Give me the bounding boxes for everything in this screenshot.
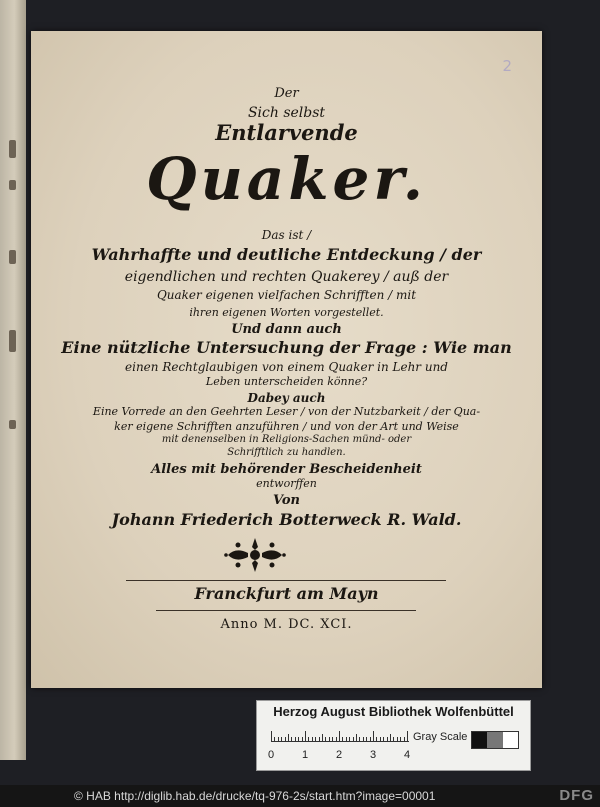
body-line-10: Eine Vorrede an den Geehrten Leser / von der Nutzbarkeit / der Qua- <box>92 405 481 418</box>
adjacent-page-edge <box>0 0 26 760</box>
gray-scale-label: Gray Scale <box>413 731 468 743</box>
scale-tick <box>404 737 405 741</box>
body-line-12: mit denenselben in Religions-Sachen münd- oder <box>161 434 412 445</box>
title-line-der: Der <box>274 86 299 101</box>
scale-tick <box>356 734 357 741</box>
scale-tick <box>397 737 398 741</box>
gray-swatch <box>472 732 487 748</box>
main-title: Quaker. <box>146 145 427 213</box>
scale-tick <box>370 737 371 741</box>
scale-tick <box>291 737 292 741</box>
scale-tick <box>295 737 296 741</box>
body-line-4: ihren eigenen Worten vorgestellet. <box>189 306 384 319</box>
title-line-sich-selbst: Sich selbst <box>247 105 326 121</box>
scale-tick <box>285 737 286 741</box>
scale-tick <box>366 737 367 741</box>
body-line-1: Wahrhaffte und deutliche Entdeckung / der <box>91 245 482 264</box>
scale-tick <box>322 734 323 741</box>
body-line-13: Schrifftlich zu handlen. <box>227 447 346 458</box>
scale-tick <box>339 731 340 741</box>
scale-tick <box>363 737 364 741</box>
imprint-year: Anno M. DC. XCI. <box>220 617 353 632</box>
copyright-url[interactable]: © HAB http://diglib.hab.de/drucke/tq-976-2s/start.htm?image=00001 <box>74 789 436 803</box>
body-line-11: ker eigene Schrifften anzuführen / und von der Art und Weise <box>114 420 459 433</box>
scale-tick <box>390 734 391 741</box>
scale-tick <box>349 737 350 741</box>
scale-tick <box>346 737 347 741</box>
scale-tick <box>342 737 343 741</box>
scale-tick <box>312 737 313 741</box>
footer-bar <box>0 785 600 807</box>
measurement-scale <box>271 731 409 742</box>
title-page <box>31 31 542 688</box>
scale-tick <box>336 737 337 741</box>
scale-tick <box>319 737 320 741</box>
scale-tick <box>305 731 306 741</box>
scale-number: 4 <box>404 749 411 761</box>
scale-tick <box>274 737 275 741</box>
scale-tick <box>383 737 384 741</box>
dfg-logo: DFG <box>559 787 594 804</box>
gray-swatch <box>503 732 518 748</box>
scale-number: 1 <box>302 749 309 761</box>
scale-tick <box>332 737 333 741</box>
body-line-14: Alles mit behörender Bescheidenheit <box>151 462 422 477</box>
body-line-6: Eine nützliche Untersuchung der Frage : Wie man <box>61 338 512 357</box>
scale-tick <box>329 737 330 741</box>
imprint-place: Franckfurt am Mayn <box>194 584 379 603</box>
scale-tick <box>407 731 408 741</box>
title-line-entlarvende: Entlarvende <box>215 120 358 145</box>
scale-tick <box>281 737 282 741</box>
body-line-7: einen Rechtglaubigen von einem Quaker in Lehr und <box>125 360 448 374</box>
library-scale-card <box>256 700 531 771</box>
gray-swatch <box>487 732 502 748</box>
scale-tick <box>393 737 394 741</box>
pencil-mark: 2 <box>502 57 512 75</box>
scale-tick <box>353 737 354 741</box>
author-name: Johann Friederich Botterweck R. Wald. <box>111 510 462 529</box>
scale-tick <box>359 737 360 741</box>
scale-number: 0 <box>268 749 275 761</box>
body-line-2: eigendlichen und rechten Quakerey / auß der <box>124 269 449 285</box>
scale-tick <box>278 737 279 741</box>
scale-tick <box>387 737 388 741</box>
gray-scale-swatches <box>471 731 519 749</box>
scale-number: 2 <box>336 749 343 761</box>
scale-tick <box>298 737 299 741</box>
scale-tick <box>288 734 289 741</box>
scale-tick <box>376 737 377 741</box>
scale-tick <box>373 731 374 741</box>
body-line-9: Dabey auch <box>247 391 326 405</box>
library-name: Herzog August Bibliothek Wolfenbüttel <box>273 704 514 719</box>
scale-tick <box>380 737 381 741</box>
body-line-15: entworffen <box>256 477 317 490</box>
scale-number: 3 <box>370 749 377 761</box>
body-line-5: Und dann auch <box>231 322 342 337</box>
body-line-3: Quaker eigenen vielfachen Schrifften / mit <box>156 288 417 302</box>
subtitle-das-ist: Das ist / <box>261 228 312 242</box>
rule-top <box>126 580 446 581</box>
body-line-8: Leben unterscheiden könne? <box>205 375 368 388</box>
rule-bottom <box>156 610 416 611</box>
scale-tick <box>325 737 326 741</box>
scale-tick <box>308 737 309 741</box>
scale-tick <box>315 737 316 741</box>
printers-ornament-icon <box>224 535 286 575</box>
scale-tick <box>302 737 303 741</box>
author-prefix: Von <box>272 493 300 508</box>
scale-tick <box>271 731 272 741</box>
scale-tick <box>400 737 401 741</box>
